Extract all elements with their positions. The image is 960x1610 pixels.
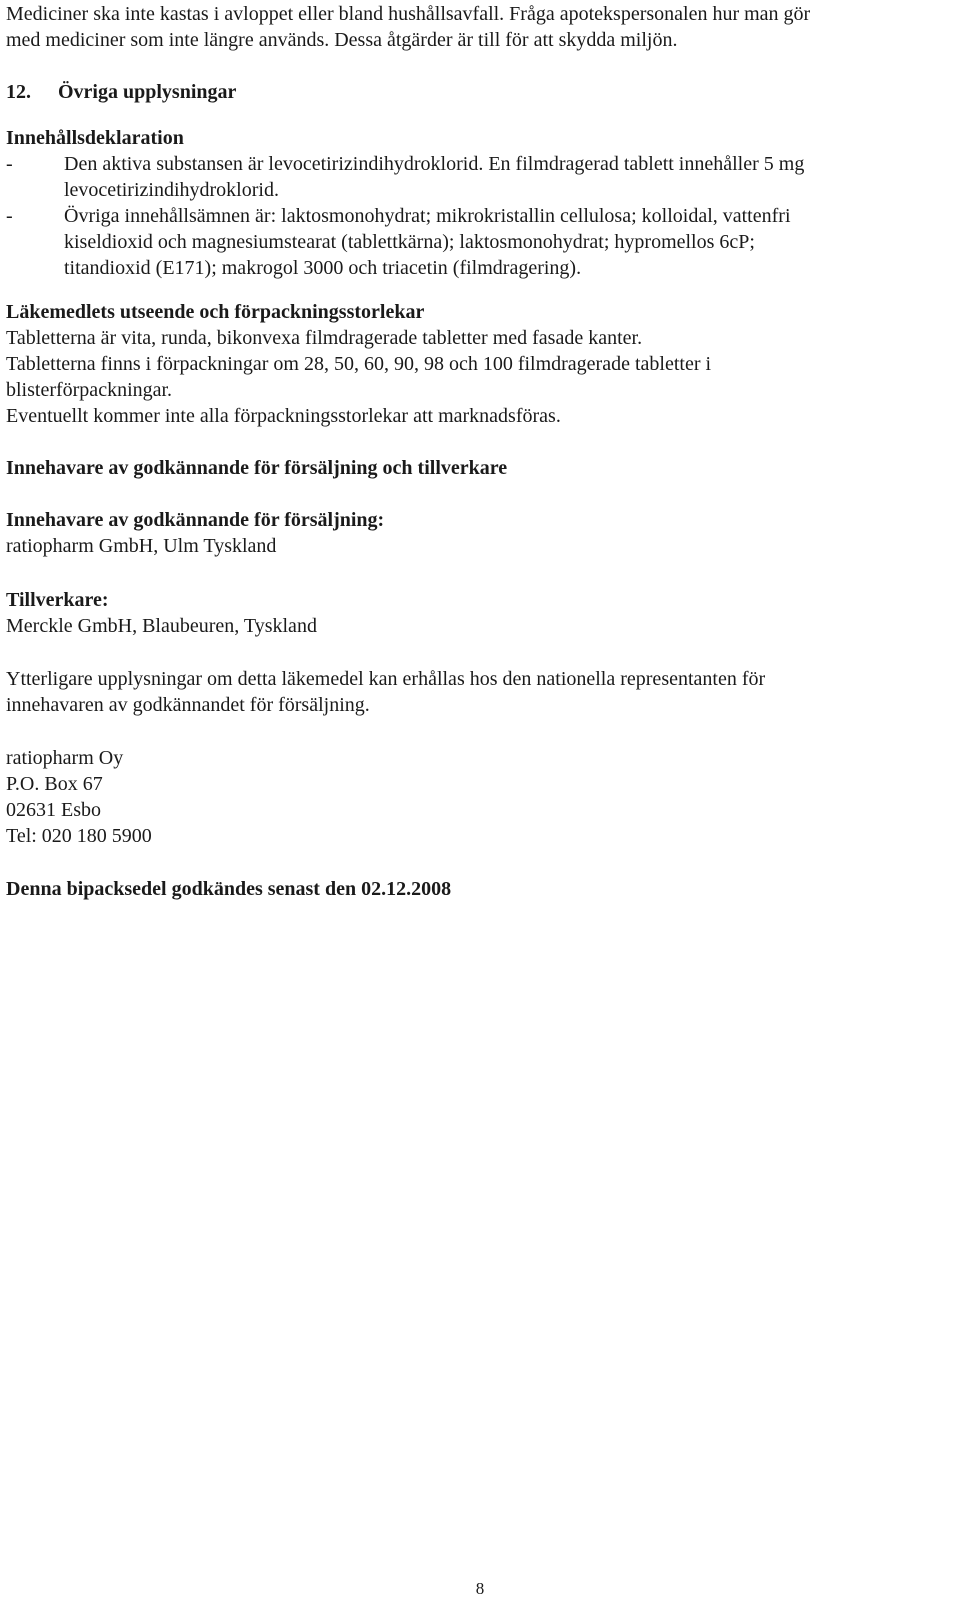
declaration-list [6, 151, 946, 281]
holder-value: ratiopharm GmbH, Ulm Tyskland [6, 535, 277, 557]
further-info-line-1: Ytterligare upplysningar om detta läkemedel kan erhållas hos den nationella representanten för [6, 668, 766, 690]
further-info-line-2: innehavaren av godkännandet för försäljning. [6, 694, 370, 716]
manufacturer-value: Merckle GmbH, Blaubeuren, Tyskland [6, 615, 317, 637]
list-item [6, 203, 946, 281]
holder-label: Innehavare av godkännande för försäljning: [6, 509, 385, 531]
list-item-line: kiseldioxid och magnesiumstearat (tablettkärna); laktosmonohydrat; hypromellos 6cP; [64, 231, 755, 253]
representative-postal: 02631 Esbo [6, 799, 101, 821]
list-dash: - [6, 205, 13, 227]
further-info-paragraph [6, 666, 946, 718]
section-12-heading [6, 79, 946, 105]
list-item-line: Övriga innehållsämnen är: laktosmonohydrat; mikrokristallin cellulosa; kolloidal, vattenfri [64, 205, 791, 227]
appearance-line: Eventuellt kommer inte alla förpackningsstorlekar att marknadsföras. [6, 405, 561, 427]
appearance-line: Tabletterna finns i förpackningar om 28, 50, 60, 90, 98 och 100 filmdragerade tabletter i [6, 353, 712, 375]
manufacturer-label: Tillverkare: [6, 589, 109, 611]
declaration-heading: Innehållsdeklaration [6, 127, 184, 149]
disposal-line-1: Mediciner ska inte kastas i avloppet eller bland hushållsavfall. Fråga apotekspersonalen hur man gör [6, 3, 811, 25]
section-number: 12. [6, 81, 31, 103]
disposal-paragraph [6, 1, 946, 53]
representative-phone: Tel: 020 180 5900 [6, 825, 152, 847]
holder-manufacturer-heading: Innehavare av godkännande för försäljning och tillverkare [6, 457, 508, 479]
disposal-line-2: med mediciner som inte längre används. Dessa åtgärder är till för att skydda miljön. [6, 29, 678, 51]
appearance-line: Tabletterna är vita, runda, bikonvexa filmdragerade tabletter med fasade kanter. [6, 327, 643, 349]
section-title: Övriga upplysningar [58, 81, 237, 103]
appearance-paragraph [6, 325, 946, 429]
list-item-line: Den aktiva substansen är levocetirizindihydroklorid. En filmdragerad tablett innehåller 5 mg [64, 153, 805, 175]
page-number: 8 [475, 1579, 485, 1598]
representative-address [6, 745, 946, 849]
list-item-line: titandioxid (E171); makrogol 3000 och triacetin (filmdragering). [64, 257, 582, 279]
representative-name: ratiopharm Oy [6, 747, 124, 769]
list-item-line: levocetirizindihydroklorid. [64, 179, 279, 201]
appearance-line: blisterförpackningar. [6, 379, 173, 401]
representative-box: P.O. Box 67 [6, 773, 103, 795]
appearance-heading: Läkemedlets utseende och förpackningsstorlekar [6, 301, 425, 323]
approval-date: Denna bipacksedel godkändes senast den 02.12.2008 [6, 878, 452, 900]
leaflet-page [6, 1, 946, 902]
list-dash: - [6, 153, 13, 175]
list-item [6, 151, 946, 203]
